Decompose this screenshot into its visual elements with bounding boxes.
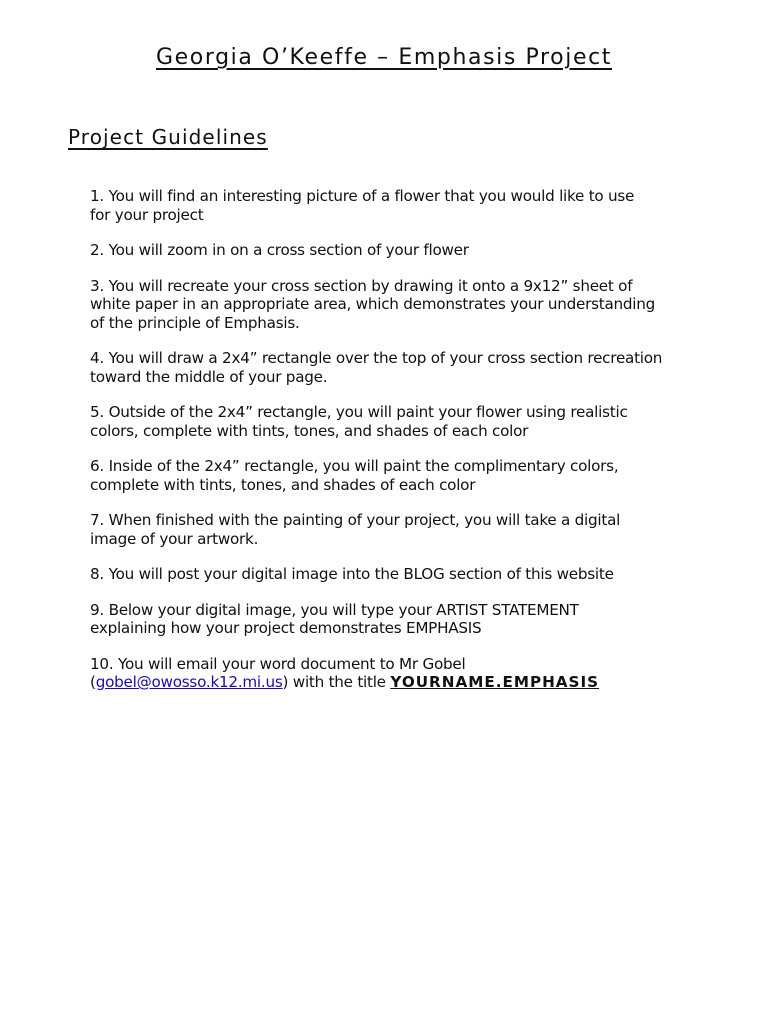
guideline-item-3 xyxy=(90,277,710,333)
guidelines-list xyxy=(90,187,710,709)
guideline-line: image of your artwork. xyxy=(90,529,259,548)
guideline-line: 4. You will draw a 2x4” rectangle over the top of your cross section recreation xyxy=(90,349,663,367)
guideline-line: for your project xyxy=(90,205,204,224)
guideline-line: 9. Below your digital image, you will type your ARTIST STATEMENT xyxy=(90,600,579,619)
guideline-line: 7. When finished with the painting of your project, you will take a digital xyxy=(90,511,621,529)
guideline-line: complete with tints, tones, and shades of each color xyxy=(90,475,476,494)
section-heading: Project Guidelines xyxy=(68,125,268,149)
email-link[interactable]: gobel@owosso.k12.mi.us xyxy=(95,673,283,691)
guideline-line-with-link xyxy=(90,673,710,692)
guideline-item-2 xyxy=(90,241,710,260)
guideline-line: 10. You will email your word document to Mr Gobel xyxy=(90,654,466,673)
guideline-line: explaining how your project demonstrates EMPHASIS xyxy=(90,619,482,637)
guideline-item-7 xyxy=(90,511,710,548)
guideline-line: 1. You will find an interesting picture of a flower that you would like to use xyxy=(90,187,635,205)
guideline-item-10 xyxy=(90,655,710,692)
guideline-line: 3. You will recreate your cross section by drawing it onto a 9x12” sheet of xyxy=(90,276,633,295)
guideline-item-9 xyxy=(90,601,710,638)
title-instruction: ) with the title xyxy=(282,673,391,691)
guideline-line: 6. Inside of the 2x4” rectangle, you will paint the complimentary colors, xyxy=(90,457,619,475)
guideline-item-8 xyxy=(90,565,710,584)
guideline-item-6 xyxy=(90,457,710,494)
guideline-item-4 xyxy=(90,349,710,386)
guideline-line: 2. You will zoom in on a cross section of your flower xyxy=(90,241,469,259)
guideline-line: 8. You will post your digital image into the BLOG section of this website xyxy=(90,565,614,583)
guideline-item-5 xyxy=(90,403,710,440)
guideline-line: toward the middle of your page. xyxy=(90,367,328,386)
guideline-line: colors, complete with tints, tones, and shades of each color xyxy=(90,421,529,440)
guideline-line: of the principle of Emphasis. xyxy=(90,313,300,332)
document-title: Georgia O’Keeffe – Emphasis Project xyxy=(156,45,612,70)
guideline-line: 5. Outside of the 2x4” rectangle, you will paint your flower using realistic xyxy=(90,403,628,421)
guideline-line: white paper in an appropriate area, which demonstrates your understanding xyxy=(90,295,656,313)
guideline-item-1 xyxy=(90,187,710,224)
required-document-name: YOURNAME.EMPHASIS xyxy=(390,673,600,691)
open-paren: ( xyxy=(90,673,96,691)
